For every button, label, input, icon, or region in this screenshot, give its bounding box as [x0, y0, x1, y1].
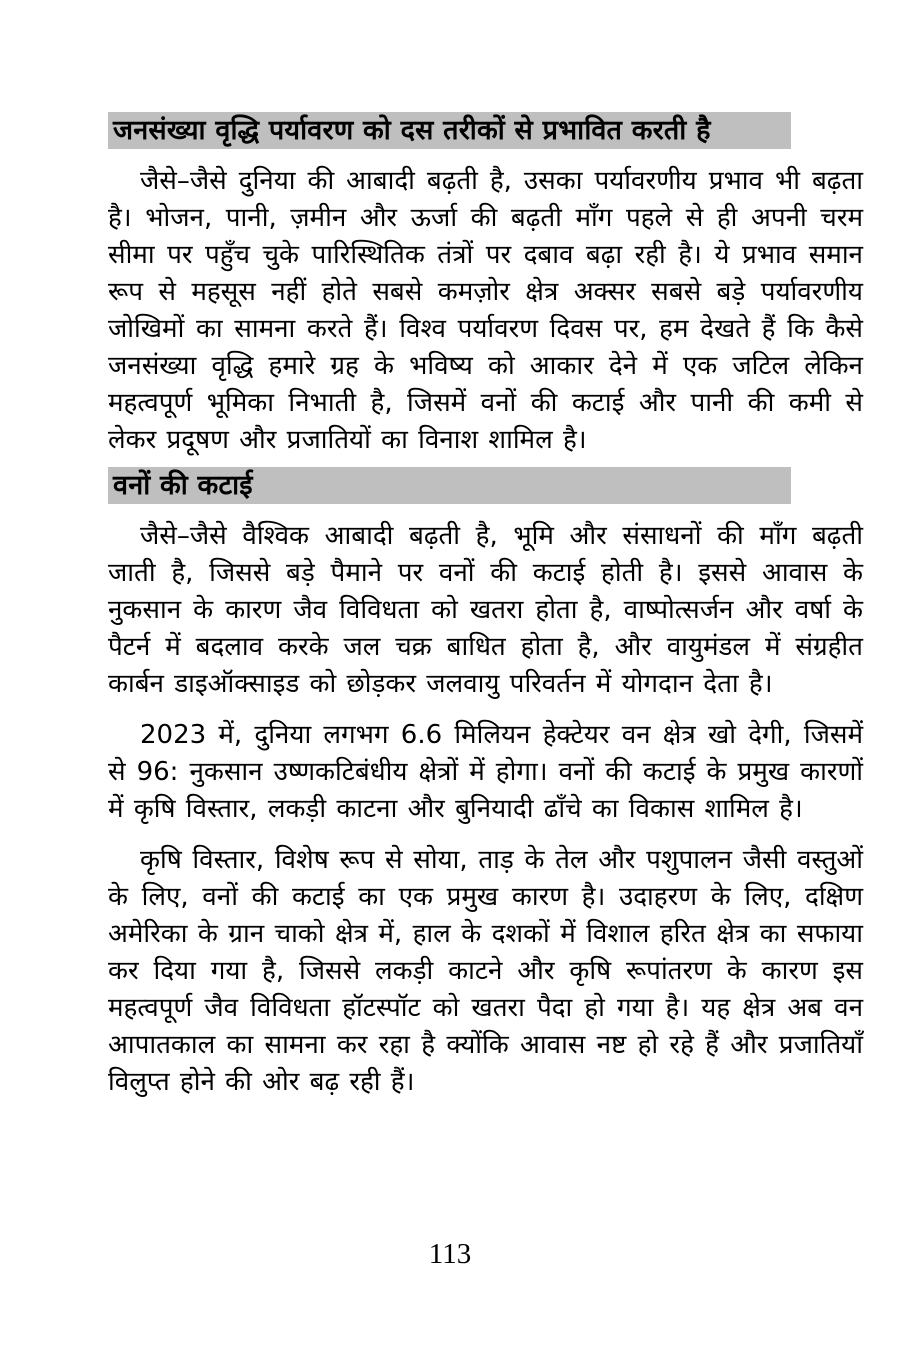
- section-heading: वनों की कटाई: [108, 467, 791, 504]
- section-heading: जनसंख्या वृद्धि पर्यावरण को दस तरीकों से प्रभावित करती है: [108, 112, 791, 149]
- content-sections: [108, 112, 863, 1101]
- body-paragraph: जैसे–जैसे वैश्विक आबादी बढ़ती है, भूमि और संसाधनों की माँग बढ़ती जाती है, जिससे बड़े पैमाने पर वनों की कटाई होती है। इससे आवास के नुकसान के कारण जैव विविधता को खतरा होता है, वाष्पोत्सर्जन और वर्षा के पैटर्न में बदलाव करके जल चक्र बाधित होता है, और वायुमंडल में संग्रहीत कार्बन डाइऑक्साइड को छोड़कर जलवायु परिवर्तन में योगदान देता है।: [108, 521, 863, 699]
- body-paragraph: 2023 में, दुनिया लगभग 6.6 मिलियन हेक्टेयर वन क्षेत्र खो देगी, जिसमें से 96: नुकसान उष्णकटिबंधीय क्षेत्रों में होगा। वनों की कटाई के प्रमुख कारणों में कृषि विस्तार, लकड़ी काटना और बुनियादी ढाँचे का विकास शामिल है।: [108, 720, 863, 824]
- body-paragraph: जैसे–जैसे दुनिया की आबादी बढ़ती है, उसका पर्यावरणीय प्रभाव भी बढ़ता है। भोजन, पानी, ज़मीन और ऊर्जा की बढ़ती माँग पहले से ही अपनी चरम सीमा पर पहुँच चुके पारिस्थितिक तंत्रों पर दबाव बढ़ा रही है। ये प्रभाव समान रूप से महसूस नहीं होते सबसे कमज़ोर क्षेत्र अक्सर सबसे बड़े पर्यावरणीय जोखिमों का सामना करते हैं। विश्व पर्यावरण दिवस पर, हम देखते हैं कि कैसे जनसंख्या वृद्धि हमारे ग्रह के भविष्य को आकार देने में एक जटिल लेकिन महत्वपूर्ण भूमिका निभाती है, जिसमें वनों की कटाई और पानी की कमी से लेकर प्रदूषण और प्रजातियों का विनाश शामिल है।: [108, 166, 863, 455]
- page-number: 113: [428, 1238, 472, 1270]
- body-paragraph: कृषि विस्तार, विशेष रूप से सोया, ताड़ के तेल और पशुपालन जैसी वस्तुओं के लिए, वनों की कटाई का एक प्रमुख कारण है। उदाहरण के लिए, दक्षिण अमेरिका के ग्रान चाको क्षेत्र में, हाल के दशकों में विशाल हरित क्षेत्र का सफाया कर दिया गया है, जिससे लकड़ी काटने और कृषि रूपांतरण के कारण इस महत्वपूर्ण जैव विविधता हॉटस्पॉट को खतरा पैदा हो गया है। यह क्षेत्र अब वन आपातकाल का सामना कर रहा है क्योंकि आवास नष्ट हो रहे हैं और प्रजातियाँ विलुप्त होने की ओर बढ़ रही हैं।: [108, 845, 863, 1097]
- page-footer: [0, 1238, 900, 1271]
